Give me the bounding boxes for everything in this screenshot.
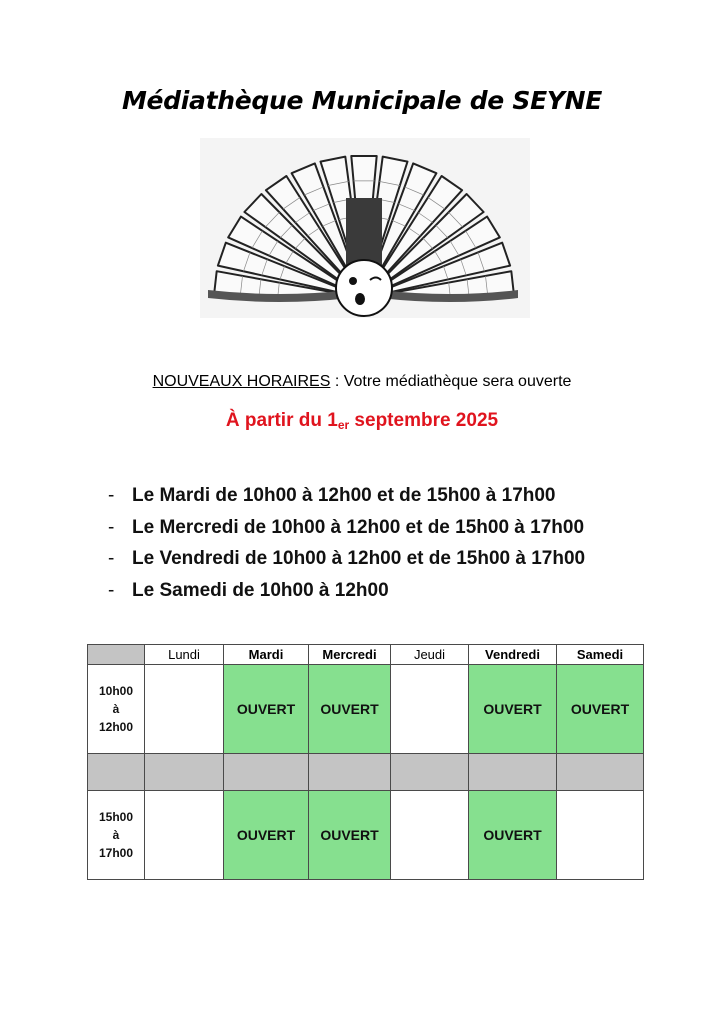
slot-start: 10h00 [98, 684, 134, 698]
bullet-dash: - [108, 548, 115, 569]
new-hours-heading [0, 373, 724, 391]
day-header-jeudi: Jeudi [391, 645, 469, 665]
page-title: Médiathèque Municipale de SEYNE [121, 86, 603, 115]
start-date-suffix: septembre 2025 [349, 410, 499, 431]
slot-label-morning [88, 665, 145, 754]
opening-hours-list [108, 480, 585, 606]
slot-separator: à [112, 702, 120, 716]
table-row-morning [88, 665, 644, 754]
separator-cell [469, 754, 557, 791]
cell-vendredi-afternoon: OUVERT [469, 791, 557, 880]
separator-cell [88, 754, 145, 791]
hedgehog-book-illustration [200, 138, 530, 318]
list-item [108, 480, 585, 512]
schedule-table [87, 644, 644, 880]
cell-mercredi-morning: OUVERT [309, 665, 391, 754]
table-row-afternoon [88, 791, 644, 880]
bullet-dash: - [108, 579, 115, 601]
list-item [108, 575, 585, 607]
new-hours-heading-underlined: NOUVEAUX HORAIRES [152, 373, 331, 390]
start-date-text [0, 410, 724, 432]
cell-samedi-morning: OUVERT [557, 665, 644, 754]
cell-mercredi-afternoon: OUVERT [309, 791, 391, 880]
slot-start: 15h00 [98, 810, 134, 824]
list-item-text: Le Mardi de 10h00 à 12h00 et de 15h00 à 17h00 [132, 485, 556, 506]
day-header-vendredi: Vendredi [469, 645, 557, 665]
cell-lundi-morning [145, 665, 224, 754]
cell-mardi-morning: OUVERT [224, 665, 309, 754]
bullet-dash: - [108, 485, 115, 506]
cell-samedi-afternoon [557, 791, 644, 880]
start-date-prefix: À partir du 1 [225, 410, 338, 431]
separator-cell [224, 754, 309, 791]
list-item-text: Le Mercredi de 10h00 à 12h00 et de 15h00 à 17h00 [132, 516, 585, 538]
slot-label-afternoon [88, 791, 145, 880]
slot-end: 17h00 [98, 846, 134, 860]
start-date-ordinal: er [337, 418, 350, 432]
list-item [108, 512, 585, 544]
list-item-text: Le Vendredi de 10h00 à 12h00 et de 15h00 à 17h00 [132, 548, 586, 569]
new-hours-heading-rest: : Votre médiathèque sera ouverte [330, 373, 572, 390]
separator-cell [309, 754, 391, 791]
cell-mardi-afternoon: OUVERT [224, 791, 309, 880]
day-header-lundi: Lundi [145, 645, 224, 665]
cell-vendredi-morning: OUVERT [469, 665, 557, 754]
separator-cell [391, 754, 469, 791]
list-item [108, 543, 585, 575]
corner-cell [88, 645, 145, 665]
day-header-mercredi: Mercredi [309, 645, 391, 665]
slot-end: 12h00 [98, 720, 134, 734]
table-header-row [88, 645, 644, 665]
bullet-dash: - [108, 516, 115, 538]
separator-cell [557, 754, 644, 791]
list-item-text: Le Samedi de 10h00 à 12h00 [132, 579, 389, 601]
separator-cell [145, 754, 224, 791]
cell-jeudi-morning [391, 665, 469, 754]
cell-lundi-afternoon [145, 791, 224, 880]
table-row-separator [88, 754, 644, 791]
day-header-mardi: Mardi [224, 645, 309, 665]
slot-separator: à [112, 828, 120, 842]
day-header-samedi: Samedi [557, 645, 644, 665]
cell-jeudi-afternoon [391, 791, 469, 880]
